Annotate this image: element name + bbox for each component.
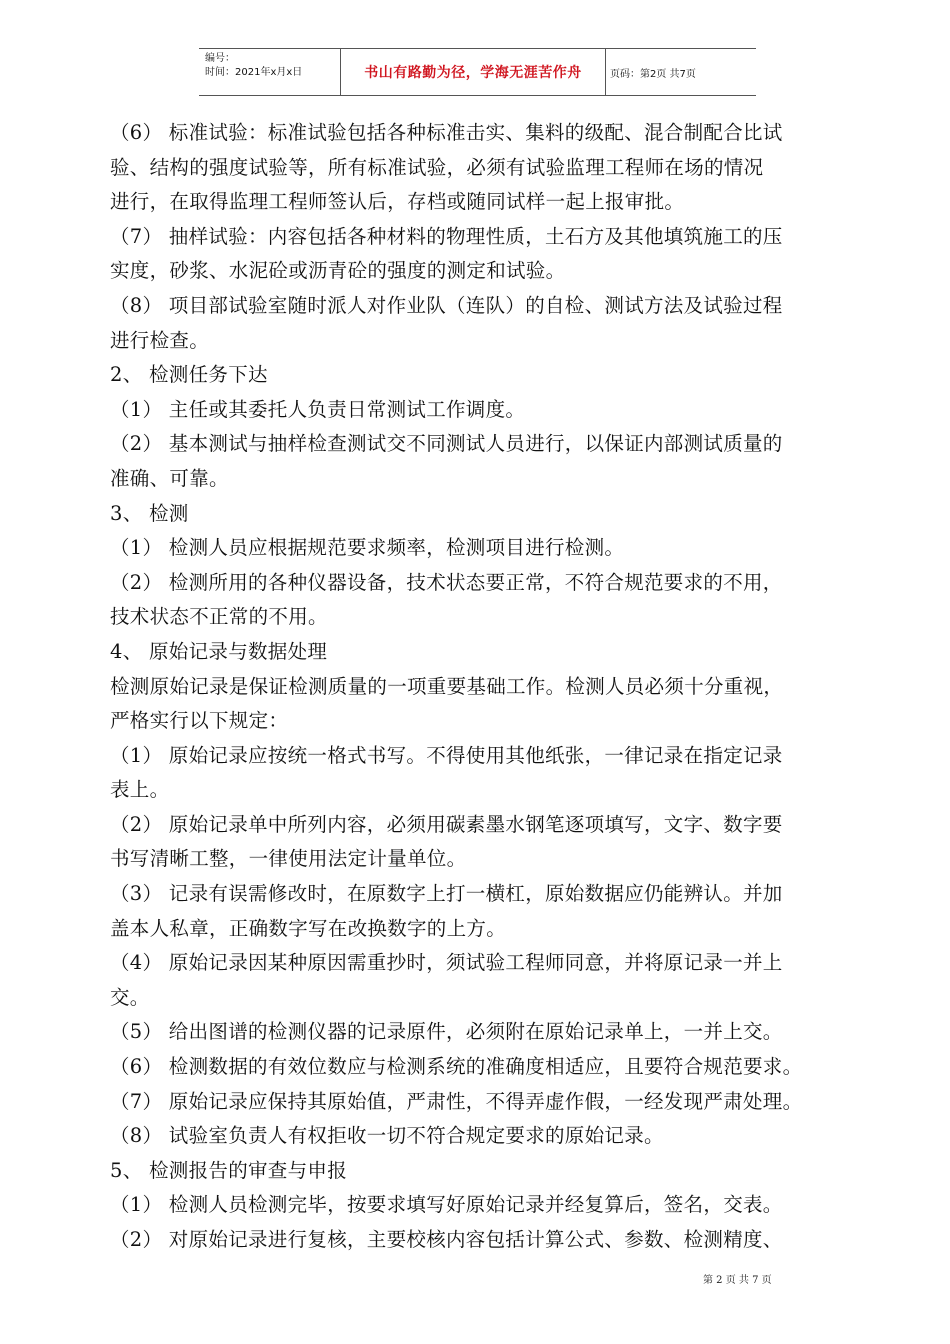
text-line: （1） 原始记录应按统一格式书写。不得使用其他纸张，一律记录在指定记录 [110,743,783,767]
text-line: 书写清晰工整，一律使用法定计量单位。 [110,847,467,871]
text-line: （1） 检测人员应根据规范要求频率，检测项目进行检测。 [110,536,625,560]
text-line: 准确、可靠。 [110,466,229,490]
text-line: （7） 抽样试验：内容包括各种材料的物理性质，土石方及其他填筑施工的压 [110,224,783,248]
text-line: 交。 [110,985,150,1009]
text-line: （3） 记录有误需修改时，在原数字上打一横杠，原始数据应仍能辨认。并加 [110,882,783,906]
text-line: 2、 检测任务下达 [110,363,268,387]
text-line: 实度，砂浆、水泥砼或沥青砼的强度的测定和试验。 [110,259,566,283]
header-meta-cell [199,49,341,95]
text-line: 验、结构的强度试验等，所有标准试验，必须有试验监理工程师在场的情况 [110,155,764,179]
page-footer: 第 2 页 共 7 页 [703,1275,772,1286]
text-line: 进行检查。 [110,328,210,352]
text-line: （2） 原始记录单中所列内容，必须用碳素墨水钢笔逐项填写，文字、数字要 [110,812,783,836]
text-line: 4、 原始记录与数据处理 [110,639,328,663]
header-motto: 书山有路勤为径，学海无涯苦作舟 [341,49,606,95]
serial-number-label: 编号： [205,53,235,64]
text-line: 盖本人私章，正确数字写在改换数字的上方。 [110,916,507,940]
text-line: （6） 检测数据的有效位数应与检测系统的准确度相适应，且要符合规范要求。 [110,1055,803,1079]
text-line: （1） 检测人员检测完毕，按要求填写好原始记录并经复算后，签名，交表。 [110,1193,783,1217]
page-header [199,48,756,96]
text-line: （2） 检测所用的各种仪器设备，技术状态要正常，不符合规范要求的不用， [110,570,783,594]
text-line: （8） 项目部试验室随时派人对作业队（连队）的自检、测试方法及试验过程 [110,293,783,317]
text-line: （2） 对原始记录进行复核，主要校核内容包括计算公式、参数、检测精度、 [110,1228,783,1251]
text-line: 进行，在取得监理工程师签认后，存档或随同试样一起上报审批。 [110,190,685,214]
text-line: 表上。 [110,778,170,802]
text-line: 5、 检测报告的审查与申报 [110,1158,348,1182]
document-body [110,116,882,1258]
text-line: （7） 原始记录应保持其原始值，严肃性，不得弄虚作假，一经发现严肃处理。 [110,1089,803,1113]
header-page-info: 页码：第2页 共7页 [610,68,696,80]
text-line: 严格实行以下规定： [110,709,289,733]
text-line: （8） 试验室负责人有权拒收一切不符合规定要求的原始记录。 [110,1124,664,1148]
time-label: 时间：2021年x月x日 [205,67,303,78]
text-line: （4） 原始记录因某种原因需重抄时，须试验工程师同意，并将原记录一并上 [110,951,783,975]
text-line: （5） 给出图谱的检测仪器的记录原件，必须附在原始记录单上，一并上交。 [110,1020,783,1044]
text-line: 3、 检测 [110,501,189,525]
text-line: 技术状态不正常的不用。 [110,605,328,629]
text-line: （1） 主任或其委托人负责日常测试工作调度。 [110,397,526,421]
text-line: 检测原始记录是保证检测质量的一项重要基础工作。检测人员必须十分重视， [110,674,784,698]
text-line: （6） 标准试验：标准试验包括各种标准击实、集料的级配、混合制配合比试 [110,121,783,144]
text-line: （2） 基本测试与抽样检查测试交不同测试人员进行，以保证内部测试质量的 [110,432,783,456]
